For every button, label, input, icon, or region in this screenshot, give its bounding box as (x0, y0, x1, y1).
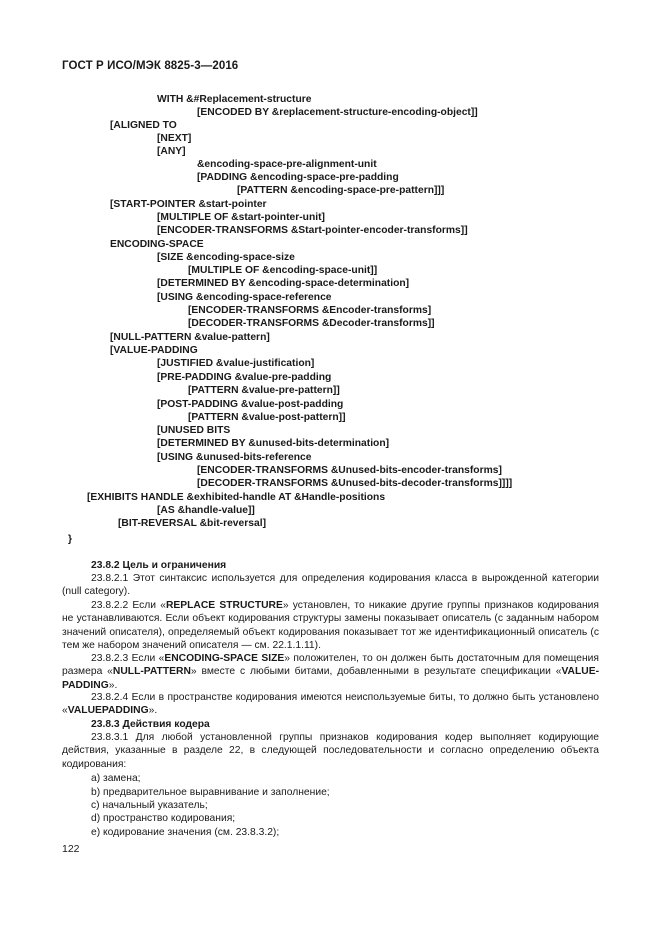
list-item: e) кодирование значения (см. 23.8.3.2); (91, 827, 280, 838)
code-line: [UNUSED BITS (157, 425, 231, 436)
code-line: [DETERMINED BY &unused-bits-determination] (157, 438, 390, 449)
list-item: c) начальный указатель; (91, 800, 208, 811)
code-line: [PATTERN &encoding-space-pre-pattern]]] (237, 185, 445, 196)
code-line: WITH &#Replacement-structure (157, 94, 312, 105)
code-line: [START-POINTER &start-pointer (110, 199, 267, 210)
code-line: [ENCODER-TRANSFORMS &Unused-bits-encoder-transforms] (197, 465, 502, 476)
section-heading: 23.8.3 Действия кодера (91, 719, 210, 730)
code-line: [EXHIBITS HANDLE &exhibited-handle AT &Handle-positions (87, 492, 386, 503)
code-line: [SIZE &encoding-space-size (157, 252, 295, 263)
code-line: [JUSTIFIED &value-justification] (157, 358, 315, 369)
list-item: b) предварительное выравнивание и заполнение; (91, 787, 330, 798)
paragraph: 23.8.2.2 Если «REPLACE STRUCTURE» установлен, то никакие другие группы признаков кодирования не устанавливаются. Если объект кодирования структуры замены показывает описатель (с заданным набором значений описателя), определяемый объект кодирования показывает тот же идентификационный описатель (с тем же набором значений описателя — см. 22.1.1.11). (62, 600, 600, 651)
paragraph: 23.8.2.4 Если в пространстве кодирования имеются неиспользуемые биты, то должно быть установлено «VALUEPADDING». (62, 692, 599, 717)
code-line: [PATTERN &value-post-pattern]] (188, 412, 346, 423)
code-line: [AS &handle-value]] (157, 505, 255, 516)
code-line: [VALUE-PADDING (110, 345, 198, 356)
code-line: [USING &encoding-space-reference (157, 292, 332, 303)
list-item: d) пространство кодирования; (91, 813, 236, 824)
code-line: [POST-PADDING &value-post-padding (157, 399, 344, 410)
code-line: [ENCODED BY &replacement-structure-encoding-object]] (197, 107, 478, 118)
code-line: } (68, 534, 73, 545)
code-line: [ENCODER-TRANSFORMS &Encoder-transforms] (188, 305, 432, 316)
code-line: [BIT-REVERSAL &bit-reversal] (118, 518, 267, 529)
code-line: [ENCODER-TRANSFORMS &Start-pointer-encoder-transforms]] (157, 225, 468, 236)
paragraph: 23.8.2.1 Этот синтаксис используется для определения кодирования класса в вырожденной категории (null category). (62, 573, 599, 598)
list-item: a) замена; (91, 773, 141, 784)
code-line: [PRE-PADDING &value-pre-padding (157, 372, 332, 383)
code-line: [NULL-PATTERN &value-pattern] (110, 332, 270, 343)
page-number: 122 (62, 843, 80, 855)
code-line: [USING &unused-bits-reference (157, 452, 312, 463)
code-line: [ANY] (157, 146, 186, 157)
code-line: [PATTERN &value-pre-pattern]] (188, 385, 340, 396)
code-line: [DECODER-TRANSFORMS &Unused-bits-decoder-transforms]]]] (197, 478, 513, 489)
paragraph: 23.8.3.1 Для любой установленной группы признаков кодирования кодер выполняет кодирующие действия, указанные в разделе 22, в следующей последовательности и согласно определению объекта кодирования: (62, 732, 599, 770)
code-line: [DECODER-TRANSFORMS &Decoder-transforms]] (188, 318, 435, 329)
code-line: [ALIGNED TO (110, 120, 177, 131)
code-line: ENCODING-SPACE (110, 239, 204, 250)
paragraph: 23.8.2.3 Если «ENCODING-SPACE SIZE» положителен, то он должен быть достаточным для помещения размера «NULL-PATTERN» вместе с любыми битами, добавленными в результате спецификации «VALUE-PADDING». (62, 653, 599, 691)
code-line: [PADDING &encoding-space-pre-padding (197, 172, 399, 183)
code-line: [NEXT] (157, 133, 192, 144)
code-line: [DETERMINED BY &encoding-space-determination] (157, 278, 410, 289)
section-heading: 23.8.2 Цель и ограничения (91, 560, 227, 571)
code-line: [MULTIPLE OF &encoding-space-unit]] (188, 265, 378, 276)
page-header: ГОСТ Р ИСО/МЭК 8825-3—2016 (62, 60, 239, 72)
code-line: &encoding-space-pre-alignment-unit (197, 159, 377, 170)
code-line: [MULTIPLE OF &start-pointer-unit] (157, 212, 325, 223)
